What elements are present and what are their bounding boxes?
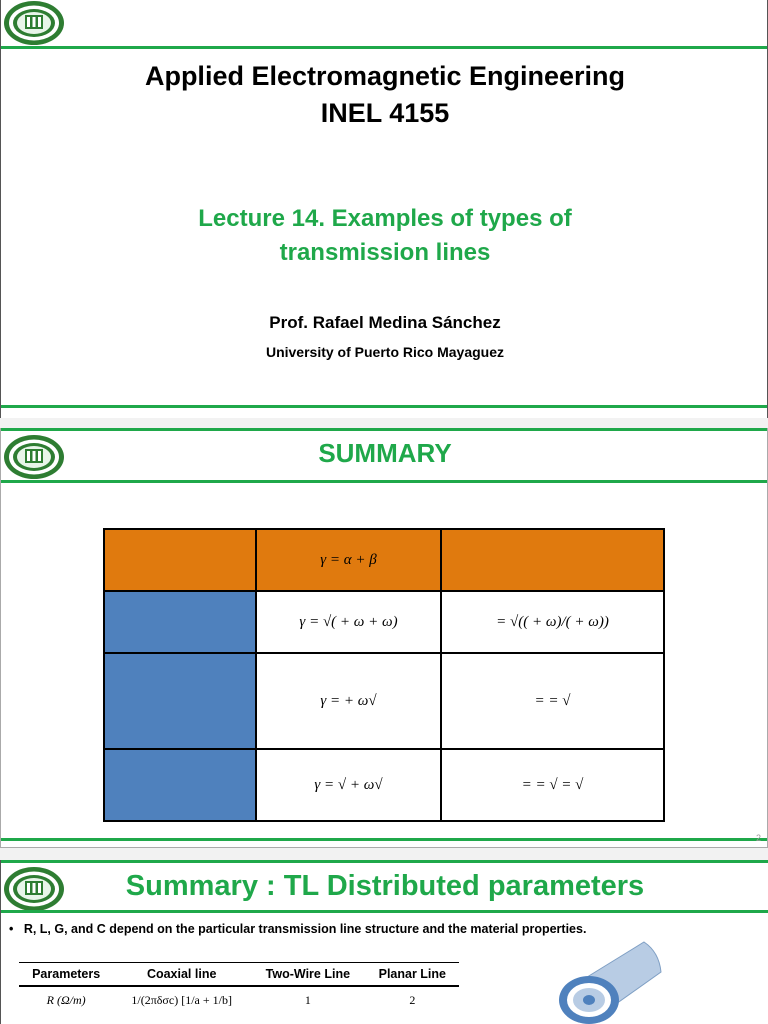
- university-name: University of Puerto Rico Mayaguez: [265, 344, 505, 360]
- twowire-cell: 1: [304, 993, 311, 1007]
- slide-title: Summary : TL Distributed parameters: [125, 870, 645, 902]
- row-label-cell: [104, 653, 256, 749]
- bullet-text: R, L, G, and C depend on the particular transmission line structure and the material properties.: [23, 922, 587, 936]
- table-header-row: [19, 963, 459, 987]
- gamma-formula: γ = √ + ω√: [256, 749, 441, 821]
- summary-slide: [0, 428, 768, 848]
- column-header: Coaxial line: [113, 963, 250, 987]
- table-row: [104, 653, 664, 749]
- row-label-cell: [104, 749, 256, 821]
- gamma-formula: γ = + ω√: [256, 653, 441, 749]
- gamma-formula: γ = √( + ω + ω): [256, 591, 441, 653]
- table-row: [19, 986, 459, 1014]
- professor-name: Prof. Rafael Medina Sánchez: [269, 313, 501, 332]
- parameters-table: [19, 962, 459, 1014]
- row-label-cell: [104, 591, 256, 653]
- lecture-title: Lecture 14. Examples of types of transmission lines: [198, 205, 572, 266]
- divider-line: [1, 480, 768, 483]
- slide-gap: [0, 418, 768, 428]
- university-seal-icon: [3, 0, 65, 46]
- table-cell: [104, 529, 256, 591]
- coax-cell: 1/(2πδσc) [1/a + 1/b]: [131, 993, 232, 1007]
- propagation-constant-header: γ = α + β: [256, 529, 441, 591]
- table-row: [104, 591, 664, 653]
- divider-line: [1, 428, 768, 431]
- divider-line: [1, 838, 768, 841]
- title-slide: [0, 0, 768, 418]
- divider-line: [1, 46, 768, 49]
- divider-line: [1, 860, 768, 863]
- table-header-row: [104, 529, 664, 591]
- column-header: Parameters: [19, 963, 113, 987]
- summary-table: [103, 528, 665, 822]
- table-row: [104, 749, 664, 821]
- column-header: Planar Line: [366, 963, 459, 987]
- divider-line: [1, 405, 768, 408]
- distributed-parameters-slide: [0, 860, 768, 1024]
- page-number: 2: [755, 833, 761, 843]
- bullet-icon: •: [9, 922, 14, 936]
- coaxial-cable-icon: [549, 932, 669, 1024]
- table-cell: [441, 529, 664, 591]
- impedance-formula: = = √: [441, 653, 664, 749]
- bullet-point: [9, 922, 586, 936]
- slide-gap: [0, 848, 768, 860]
- divider-line: [1, 910, 768, 913]
- column-header: Two-Wire Line: [250, 963, 366, 987]
- course-title: Applied Electromagnetic Engineering INEL 4155: [144, 61, 626, 128]
- param-cell: R (Ω/m): [46, 993, 86, 1007]
- impedance-formula: = = √ = √: [441, 749, 664, 821]
- planar-cell: 2: [409, 993, 416, 1007]
- impedance-formula: = √(( + ω)/( + ω)): [441, 591, 664, 653]
- slide-title: SUMMARY: [318, 438, 452, 468]
